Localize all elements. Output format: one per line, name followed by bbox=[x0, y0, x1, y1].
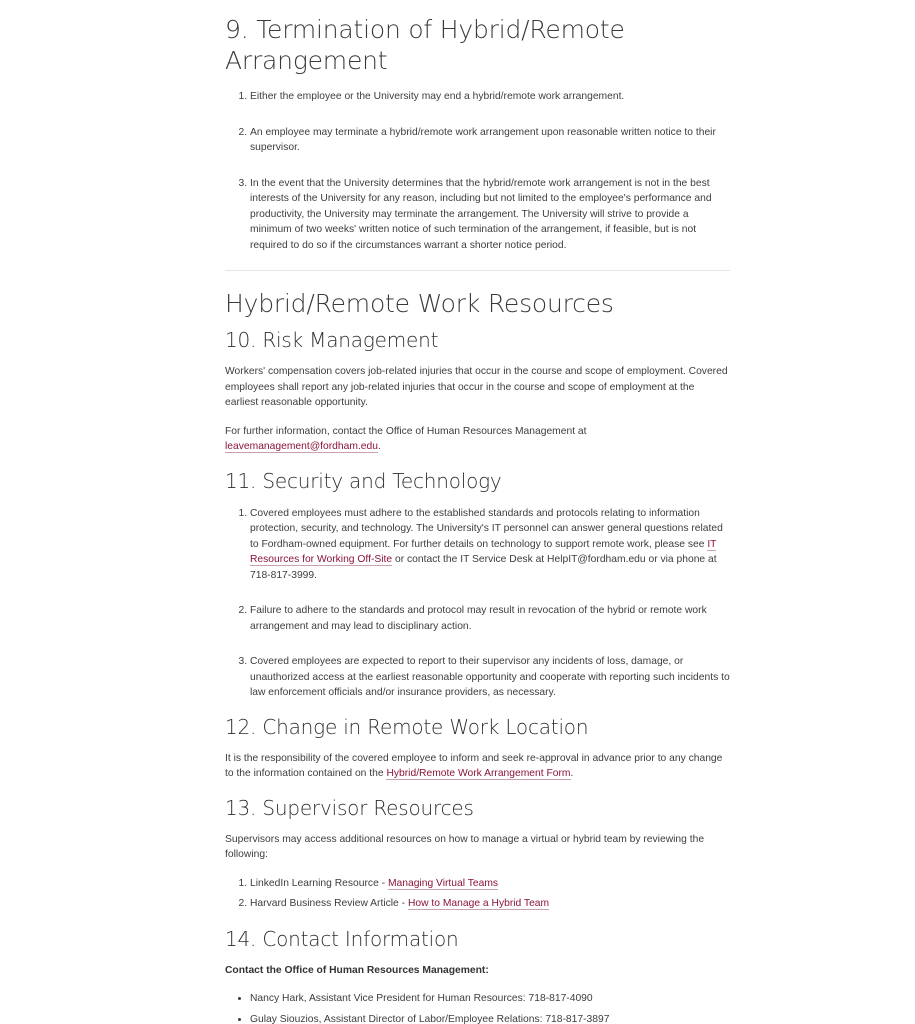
list-item: 2. An employee may terminate a hybrid/remote work arrangement upon reasonable written notice to their supervisor. bbox=[250, 125, 730, 156]
section-11-title: 11. Security and Technology bbox=[225, 468, 502, 493]
list-item: 3. Covered employees are expected to report to their supervisor any incidents of loss, damage, or unauthorized access at the earliest reasonable opportunity and cooperate with reporting such incidents to law enforcement officials and/or insurance providers, as necessary. bbox=[250, 654, 730, 701]
section-14-title: 14. Contact Information bbox=[225, 926, 459, 951]
remote-location-paragraph bbox=[225, 751, 730, 782]
hybrid-team-link[interactable]: How to Manage a Hybrid Team bbox=[407, 898, 550, 909]
list-item: 2. Failure to adhere to the standards and protocol may result in revocation of the hybrid or remote work arrangement and may lead to disciplinary action. bbox=[250, 603, 730, 634]
contact-item: • Gulay Siouzios, Assistant Director of Labor/Employee Relations: 718-817-3897 bbox=[250, 1012, 730, 1024]
managing-virtual-teams-link[interactable]: Managing Virtual Teams bbox=[387, 877, 499, 889]
section-13-title: 13. Supervisor Resources bbox=[225, 795, 474, 820]
remote-location-text: It is the responsibility of the covered employee to inform and seek re-approval in advance prior to any change to the information contained on the bbox=[225, 752, 723, 779]
risk-management-paragraph: Workers' compensation covers job-related injuries that occur in the course and scope of employment. Covered employees shall report any job-related injuries that occur in the course and scope of employment at the earliest reasonable opportunity. bbox=[225, 366, 728, 408]
security-text-suffix: or contact the IT Service Desk at HelpIT@fordham.edu or via phone at 718-817-3999. bbox=[250, 554, 717, 581]
contact-item: • Nancy Hark, Assistant Vice President for Human Resources: 718-817-4090 bbox=[250, 991, 730, 1007]
security-text: Covered employees must adhere to the established standards and protocols relating to information protection, security, and technology. The University's IT personnel can answer general questions related to Fordham-owned equipment. For further details on technology to support remote work, please see bbox=[250, 507, 723, 550]
section-9-title: 9. Termination of Hybrid/Remote Arrangement bbox=[225, 15, 625, 75]
list-item bbox=[250, 896, 730, 912]
arrangement-form-link[interactable]: Hybrid/Remote Work Arrangement Form bbox=[386, 768, 571, 779]
list-item bbox=[250, 876, 730, 892]
list-item: 1. Either the employee or the University may end a hybrid/remote work arrangement. bbox=[250, 89, 730, 105]
section-11-list bbox=[225, 506, 730, 701]
section-9-list bbox=[225, 89, 730, 253]
list-item: 3. In the event that the University determines that the hybrid/remote work arrangement is not in the best interests of the University for any reason, including but not limited to the employee's performance and productivity, the University may terminate the arrangement. The University will strive to provide a minimum of two weeks' written notice of such termination of the arrangement, if feasible, but is not required to do so if the circumstances warrant a shorter notice period. bbox=[250, 176, 730, 254]
contact-lead: Contact the Office of Human Resources Management: bbox=[225, 964, 489, 976]
section-12-title: 12. Change in Remote Work Location bbox=[225, 714, 589, 739]
leave-management-email-link[interactable]: leavemanagement@fordham.edu bbox=[225, 441, 378, 452]
linkedin-label: LinkedIn Learning Resource - bbox=[250, 877, 388, 889]
further-info-text: For further information, contact the Office of Human Resources Management at bbox=[225, 425, 587, 437]
resources-heading: Hybrid/Remote Work Resources bbox=[225, 289, 614, 318]
section-divider bbox=[225, 270, 730, 271]
section-13-list bbox=[225, 876, 730, 912]
hbr-label: Harvard Business Review Article - bbox=[250, 898, 408, 909]
section-10-title: 10. Risk Management bbox=[225, 328, 439, 352]
supervisor-intro: Supervisors may access additional resources on how to manage a virtual or hybrid team by reviewing the following: bbox=[225, 833, 705, 860]
policy-content bbox=[225, 0, 730, 1024]
contact-list bbox=[225, 991, 730, 1024]
list-item bbox=[250, 506, 730, 584]
further-info-paragraph bbox=[225, 424, 730, 455]
it-resources-link[interactable]: IT Resources for Working Off-Site bbox=[250, 538, 717, 565]
further-info-suffix: . bbox=[378, 441, 381, 452]
remote-location-suffix: . bbox=[570, 768, 574, 779]
